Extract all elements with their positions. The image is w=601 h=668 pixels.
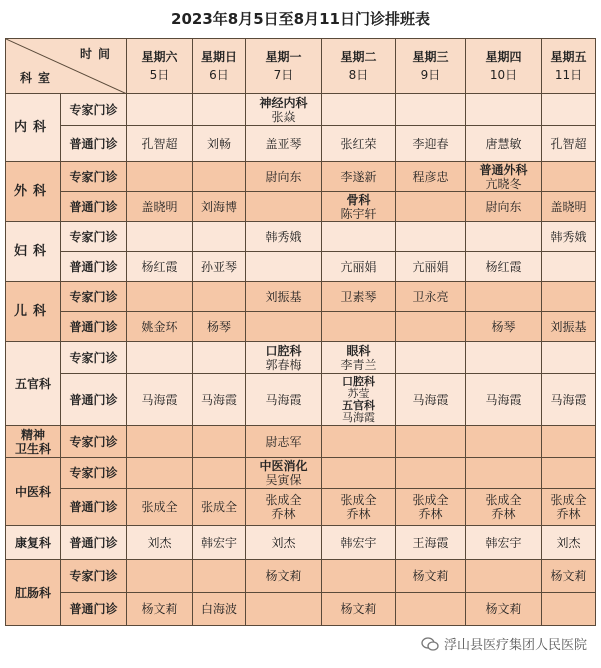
schedule-cell [246,593,322,626]
corner-dept-label: 科室 [20,71,57,85]
schedule-cell: 盖亚琴 [246,126,322,162]
day-header: 星期三 9日 [396,39,466,94]
clinic-type: 专家门诊 [61,560,127,593]
schedule-cell: 刘海博 [193,192,246,222]
schedule-cell: 盖晓明 [542,192,596,222]
schedule-cell: 眼科 李青兰 [322,342,396,374]
clinic-type: 普通门诊 [61,374,127,426]
table-row [6,162,596,192]
schedule-cell: 马海霞 [542,374,596,426]
schedule-cell [396,458,466,489]
schedule-cell: 卫永亮 [396,282,466,312]
dept-label: 外科 [6,162,61,222]
schedule-cell: 张成全 乔林 [466,489,542,526]
schedule-cell: 韩秀娥 [542,222,596,252]
schedule-cell: 杨文莉 [246,560,322,593]
dept-label: 内科 [6,94,61,162]
schedule-cell [322,222,396,252]
table-row [6,489,596,526]
table-row [6,458,596,489]
clinic-type: 专家门诊 [61,162,127,192]
table-row [6,222,596,252]
clinic-type: 普通门诊 [61,526,127,560]
header-row [6,39,596,94]
schedule-cell [396,342,466,374]
schedule-cell: 孔智超 [542,126,596,162]
corner-time-label: 时间 [79,47,116,61]
schedule-cell: 唐慧敏 [466,126,542,162]
schedule-cell [542,593,596,626]
schedule-cell: 杨琴 [466,312,542,342]
schedule-cell: 刘杰 [127,526,193,560]
day-header: 星期五 11日 [542,39,596,94]
schedule-cell [542,252,596,282]
schedule-cell: 张成全 [127,489,193,526]
dept-label: 精神 卫生科 [6,426,61,458]
clinic-type: 专家门诊 [61,426,127,458]
schedule-cell: 尉志军 [246,426,322,458]
clinic-type: 专家门诊 [61,458,127,489]
schedule-cell: 姚金环 [127,312,193,342]
schedule-cell [396,94,466,126]
clinic-type: 普通门诊 [61,192,127,222]
schedule-cell [542,342,596,374]
schedule-cell [542,282,596,312]
account-name: 浮山县医疗集团人民医院 [443,638,587,653]
clinic-type: 普通门诊 [61,593,127,626]
table-row [6,560,596,593]
schedule-cell: 刘杰 [246,526,322,560]
schedule-cell [127,342,193,374]
schedule-cell [322,458,396,489]
clinic-type: 专家门诊 [61,282,127,312]
schedule-cell [193,282,246,312]
schedule-cell [322,560,396,593]
schedule-cell: 程彦忠 [396,162,466,192]
schedule-cell: 杨文莉 [322,593,396,626]
schedule-cell [542,162,596,192]
day-header: 星期二 8日 [322,39,396,94]
schedule-cell: 白海波 [193,593,246,626]
schedule-cell: 韩秀娥 [246,222,322,252]
clinic-type: 普通门诊 [61,126,127,162]
schedule-cell: 马海霞 [193,374,246,426]
schedule-cell [396,426,466,458]
schedule-cell: 张成全 乔林 [246,489,322,526]
schedule-cell [542,94,596,126]
schedule-cell: 刘杰 [542,526,596,560]
corner-cell [6,39,127,94]
table-row [6,593,596,626]
schedule-cell [127,426,193,458]
wechat-icon [421,637,439,651]
dept-label: 儿科 [6,282,61,342]
schedule-cell: 马海霞 [396,374,466,426]
schedule-cell: 杨文莉 [396,560,466,593]
day-header: 星期一 7日 [246,39,322,94]
schedule-cell [322,94,396,126]
schedule-cell: 神经内科 张焱 [246,94,322,126]
schedule-cell: 王海霞 [396,526,466,560]
schedule-cell: 马海霞 [466,374,542,426]
schedule-cell: 张成全 乔林 [396,489,466,526]
schedule-cell: 韩宏宇 [322,526,396,560]
schedule-cell [193,222,246,252]
clinic-type: 普通门诊 [61,312,127,342]
schedule-cell: 杨红霞 [127,252,193,282]
table-row [6,282,596,312]
schedule-cell: 韩宏宇 [466,526,542,560]
schedule-cell: 杨文莉 [466,593,542,626]
schedule-cell: 骨科 陈宇轩 [322,192,396,222]
schedule-cell [193,342,246,374]
schedule-cell [193,426,246,458]
schedule-cell [127,458,193,489]
schedule-cell [193,458,246,489]
dept-label: 中医科 [6,458,61,526]
schedule-cell: 亢丽娟 [322,252,396,282]
schedule-cell: 李迎春 [396,126,466,162]
schedule-cell: 中医消化 吴寅保 [246,458,322,489]
schedule-cell [127,222,193,252]
schedule-cell: 孙亚琴 [193,252,246,282]
schedule-cell [127,94,193,126]
schedule-cell [466,94,542,126]
table-row [6,374,596,426]
schedule-cell: 孔智超 [127,126,193,162]
schedule-cell [246,192,322,222]
table-row [6,252,596,282]
dept-label: 肛肠科 [6,560,61,626]
schedule-cell [127,560,193,593]
clinic-type: 普通门诊 [61,252,127,282]
schedule-cell: 尉向东 [466,192,542,222]
table-row [6,342,596,374]
day-header: 星期日 6日 [193,39,246,94]
schedule-cell [466,426,542,458]
clinic-type: 专家门诊 [61,222,127,252]
schedule-cell: 张成全 [193,489,246,526]
schedule-cell: 马海霞 [127,374,193,426]
table-row [6,192,596,222]
schedule-cell: 普通外科 亢晓冬 [466,162,542,192]
schedule-cell [127,282,193,312]
schedule-cell [466,458,542,489]
clinic-type: 普通门诊 [61,489,127,526]
clinic-type: 专家门诊 [61,342,127,374]
schedule-cell [396,312,466,342]
schedule-cell [246,312,322,342]
schedule-cell [542,458,596,489]
schedule-cell: 刘畅 [193,126,246,162]
table-row [6,94,596,126]
schedule-cell [396,192,466,222]
schedule-cell: 张成全 乔林 [322,489,396,526]
schedule-cell: 尉向东 [246,162,322,192]
day-header: 星期六 5日 [127,39,193,94]
day-header: 星期四 10日 [466,39,542,94]
schedule-cell: 亢丽娟 [396,252,466,282]
page-title: 2023年8月5日至8月11日门诊排班表 [171,10,430,28]
wechat-footer [421,634,587,653]
schedule-cell [193,94,246,126]
table-row [6,426,596,458]
schedule-cell: 刘振基 [542,312,596,342]
schedule-cell [396,593,466,626]
dept-label: 五官科 [6,342,61,426]
schedule-cell: 张红荣 [322,126,396,162]
schedule-cell [127,162,193,192]
schedule-cell [466,222,542,252]
schedule-cell: 杨红霞 [466,252,542,282]
schedule-cell: 卫素琴 [322,282,396,312]
table-row [6,526,596,560]
dept-label: 康复科 [6,526,61,560]
schedule-cell [466,282,542,312]
schedule-cell [396,222,466,252]
schedule-cell: 杨琴 [193,312,246,342]
schedule-cell: 李遂新 [322,162,396,192]
schedule-cell: 口腔科 苏莹 五官科 马海霞 [322,374,396,426]
schedule-cell [193,162,246,192]
table-row [6,126,596,162]
schedule-cell [466,342,542,374]
schedule-table [5,38,596,626]
schedule-cell [542,426,596,458]
schedule-cell [246,252,322,282]
table-row [6,312,596,342]
schedule-cell: 杨文莉 [127,593,193,626]
schedule-cell: 张成全 乔林 [542,489,596,526]
schedule-cell: 刘振基 [246,282,322,312]
schedule-cell: 口腔科 郭春梅 [246,342,322,374]
clinic-type: 专家门诊 [61,94,127,126]
schedule-cell [193,560,246,593]
schedule-cell: 马海霞 [246,374,322,426]
schedule-cell: 盖晓明 [127,192,193,222]
schedule-cell [322,312,396,342]
schedule-cell: 杨文莉 [542,560,596,593]
schedule-cell: 韩宏宇 [193,526,246,560]
dept-label: 妇科 [6,222,61,282]
schedule-cell [466,560,542,593]
schedule-cell [322,426,396,458]
